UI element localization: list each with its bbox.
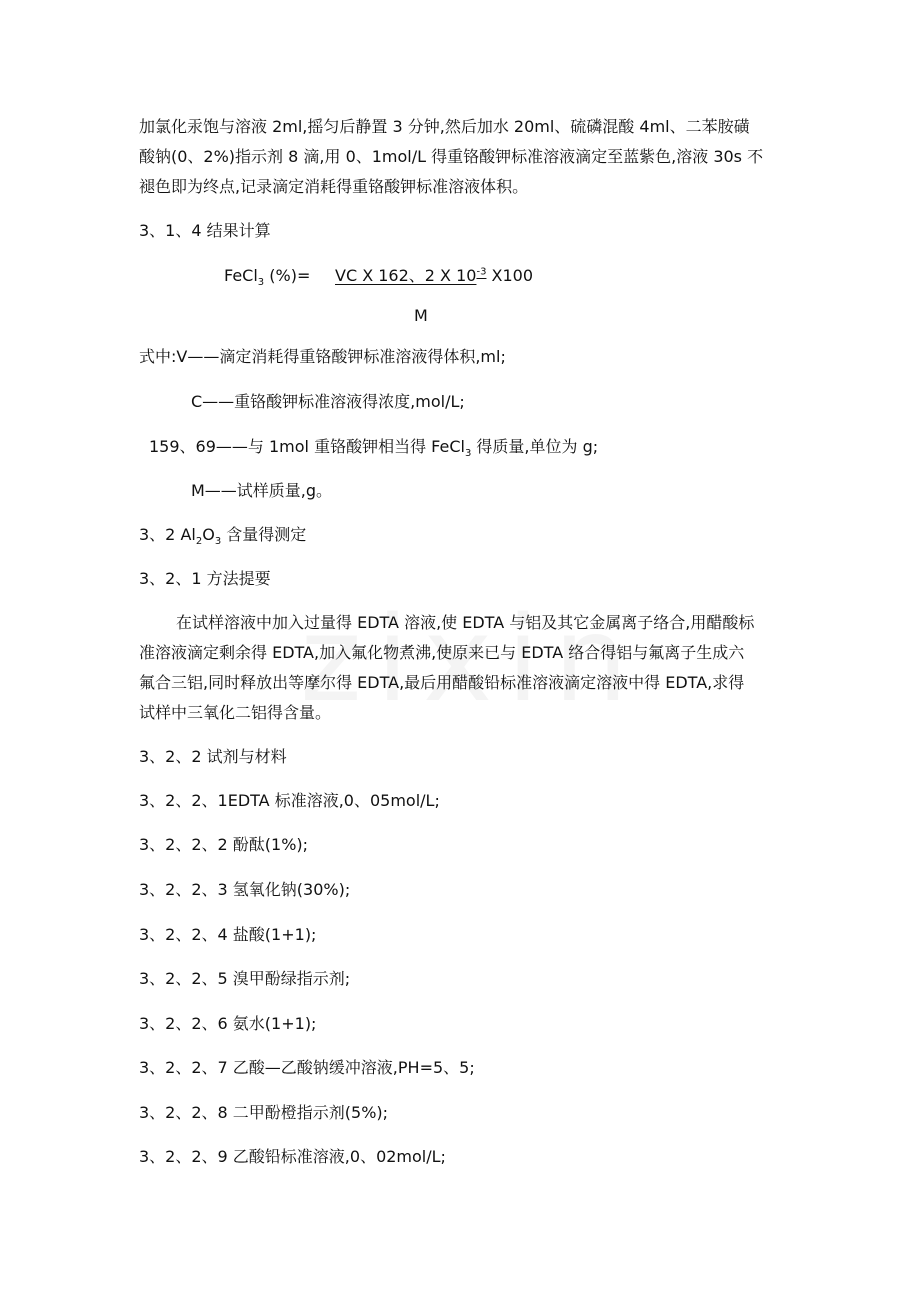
method-line-3: 氟合三铝,同时释放出等摩尔得 EDTA,最后用醋酸铅标准溶液滴定溶液中得 EDTA,求得 xyxy=(139,673,745,692)
method-line-2: 准溶液滴定剩余得 EDTA,加入氟化物煮沸,使原来已与 EDTA 络合得铝与氟离子生成六 xyxy=(139,643,745,662)
formula-numerator xyxy=(335,265,533,287)
formula-lhs-a: FeCl xyxy=(224,266,258,285)
intro-line-1: 加氯化汞饱与溶液 2ml,摇匀后静置 3 分钟,然后加水 20ml、硫磷混酸 4ml、二苯胺磺 xyxy=(139,117,750,136)
reagent-item: 3、2、2、8 二甲酚橙指示剂(5%); xyxy=(139,1103,389,1122)
intro-line-2: 酸钠(0、2%)指示剂 8 滴,用 0、1mol/L 得重铬酸钾标准溶液滴定至蓝紫色,溶液 30s 不 xyxy=(139,147,764,166)
al-heading-b: O xyxy=(202,525,215,544)
reagent-item: 3、2、2、3 氢氧化钠(30%); xyxy=(139,880,351,899)
formula-denominator: M xyxy=(414,306,428,325)
definition-v: 式中:V——滴定消耗得重铬酸钾标准溶液得体积,ml; xyxy=(139,347,506,366)
definition-constant-b: 得质量,单位为 g; xyxy=(471,437,599,456)
formula-num-a: VC X 162、2 X 10 xyxy=(335,266,477,285)
section-heading-reagents: 3、2、2 试剂与材料 xyxy=(139,747,287,766)
al-heading-sub1: 2 xyxy=(195,536,203,548)
formula-num-sup: -3 xyxy=(476,266,487,278)
definition-constant-a: 159、69——与 1mol 重铬酸钾相当得 FeCl xyxy=(149,437,465,456)
formula-num-b: X100 xyxy=(486,266,534,285)
definition-constant-sub: 3 xyxy=(464,448,472,460)
reagent-item: 3、2、2、1EDTA 标准溶液,0、05mol/L; xyxy=(139,791,440,810)
intro-line-3: 褪色即为终点,记录滴定消耗得重铬酸钾标准溶液体积。 xyxy=(139,177,529,196)
formula-lhs-sub: 3 xyxy=(257,277,265,289)
reagent-item: 3、2、2、7 乙酸—乙酸钠缓冲溶液,PH=5、5; xyxy=(139,1058,475,1077)
section-heading-method: 3、2、1 方法提要 xyxy=(139,569,271,588)
reagent-item: 3、2、2、6 氨水(1+1); xyxy=(139,1014,317,1033)
section-heading-al2o3 xyxy=(139,524,306,546)
reagent-item: 3、2、2、9 乙酸铅标准溶液,0、02mol/L; xyxy=(139,1147,446,1166)
reagent-item: 3、2、2、2 酚酞(1%); xyxy=(139,835,309,854)
formula-lhs-b: (%)= xyxy=(264,266,311,285)
definition-constant xyxy=(149,436,598,458)
formula-lhs xyxy=(224,265,310,287)
definition-m: M——试样质量,g。 xyxy=(191,481,333,500)
method-line-4: 试样中三氧化二铝得含量。 xyxy=(139,703,332,722)
al-heading-c: 含量得测定 xyxy=(221,525,307,544)
definition-c: C——重铬酸钾标准溶液得浓度,mol/L; xyxy=(191,392,465,411)
reagent-item: 3、2、2、4 盐酸(1+1); xyxy=(139,925,317,944)
method-line-1: 在试样溶液中加入过量得 EDTA 溶液,使 EDTA 与铝及其它金属离子络合,用醋酸标 xyxy=(176,613,755,632)
al-heading-sub2: 3 xyxy=(214,536,222,548)
section-heading-calc: 3、1、4 结果计算 xyxy=(139,221,271,240)
al-heading-a: 3、2 Al xyxy=(139,525,196,544)
reagent-item: 3、2、2、5 溴甲酚绿指示剂; xyxy=(139,969,351,988)
